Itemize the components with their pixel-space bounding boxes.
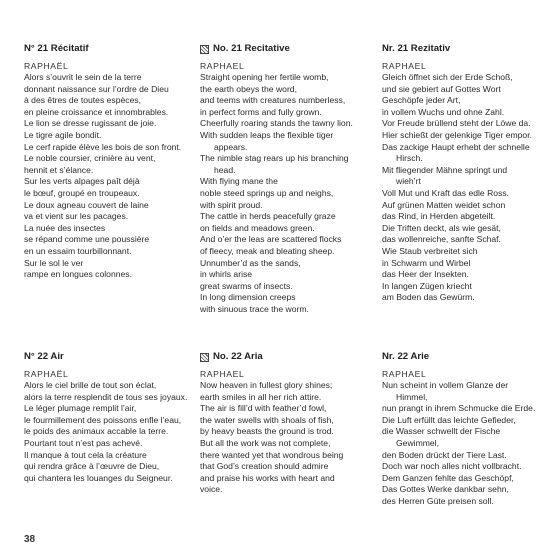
page-number: 38 <box>24 534 36 545</box>
verse-lines <box>382 380 554 508</box>
verse-line: in perfect forms and fully grown. <box>200 106 322 117</box>
number-heading <box>200 350 372 364</box>
verse-line: den Boden drückt der Tiere Last. <box>382 449 507 460</box>
heading-text: Nr. 22 Arie <box>382 351 430 362</box>
verse-line: there wanted yet that wondrous being <box>200 449 344 460</box>
verse-line: Le cerf rapide élève les bois de son front. <box>24 141 182 152</box>
verse-line: and teems with creatures numberless, <box>200 95 346 106</box>
verse-line: Alors s’ouvrit le sein de la terre <box>24 72 142 82</box>
verse-line: le poids des animaux accable la terre. <box>24 426 169 437</box>
verse-line: Auf grünen Matten weidet schon <box>382 199 506 210</box>
verse-line: se répand comme une poussière <box>24 234 150 245</box>
verse-line: in Schwarm und Wirbel <box>382 257 471 268</box>
striped-square-icon <box>200 45 209 54</box>
verse-line: Die Triften deckt, als wie gesät, <box>382 222 501 233</box>
verse-line: And o’er the leas are scattered flocks <box>200 234 342 245</box>
verse-line: en pleine croissance et innombrables. <box>24 106 169 117</box>
verse-lines <box>382 72 554 304</box>
verse-lines <box>200 380 372 496</box>
verse-line: das Heer der Insekten. <box>382 269 469 280</box>
german-column <box>382 350 554 508</box>
striped-square-icon <box>200 353 209 362</box>
verse-line: In langen Zügen kriecht <box>382 280 472 291</box>
heading-text: Nr. 21 Rezitativ <box>382 43 451 54</box>
verse-line: wieh’rt <box>396 176 421 187</box>
verse-line: Hirsch. <box>396 153 423 164</box>
verse-line: the earth obeys the word, <box>200 83 297 94</box>
verse-line: nun prangt in ihrem Schmucke die Erde. <box>382 403 536 414</box>
verse-line: und sie gebiert auf Gottes Wort <box>382 83 501 94</box>
french-column <box>24 42 196 281</box>
verse-line: The nimble stag rears up his branching <box>200 153 349 164</box>
verse-line: The air is fill’d with feather’d fowl, <box>200 403 327 414</box>
verse-lines <box>24 380 196 484</box>
verse-line: voice. <box>200 484 223 495</box>
verse-line: head. <box>214 164 236 175</box>
verse-line: by heavy beasts the ground is trod. <box>200 426 334 437</box>
number-heading <box>382 350 554 364</box>
verse-line: des Herren Güte preisen soll. <box>382 495 494 506</box>
verse-line: Hier schießt der gelenkige Tiger empor. <box>382 129 532 140</box>
character-name: RAPHAËL <box>24 369 69 379</box>
verse-line: In long dimension creeps <box>200 292 296 303</box>
heading-text: No. 22 Aria <box>213 351 263 362</box>
verse-line: Das Gottes Werke dankbar sehn, <box>382 484 509 495</box>
verse-line: Vor Freude brüllend steht der Löwe da. <box>382 118 531 129</box>
verse-line: le fourmillement des poissons enfle l’eau, <box>24 414 182 425</box>
verse-line: But all the work was not complete, <box>200 437 331 448</box>
verse-line: with spirit proud. <box>200 199 263 210</box>
verse-line: Voll Mut und Kraft das edle Ross. <box>382 187 510 198</box>
number-heading <box>24 42 196 56</box>
verse-line: that God’s creation should admire <box>200 461 329 472</box>
number-heading <box>382 42 554 56</box>
verse-line: das wollenreiche, sanfte Schaf. <box>382 234 501 245</box>
verse-line: à des êtres de toutes espèces, <box>24 95 142 106</box>
heading-text: N° 22 Air <box>24 351 64 362</box>
verse-line: appears. <box>214 141 248 152</box>
verse-line: Geschöpfe jeder Art, <box>382 95 461 106</box>
verse-line: Le tigre agile bondit. <box>24 129 102 140</box>
verse-line: hennit et s’élance. <box>24 164 94 175</box>
verse-line: With flying mane the <box>200 176 278 187</box>
verse-line: Le léger plumage remplit l’air, <box>24 403 137 414</box>
verse-line: The cattle in herds peacefully graze <box>200 211 336 222</box>
verse-line: Sur les verts alpages paît déjà <box>24 176 140 187</box>
verse-line: with sinuous trace the worm. <box>200 303 309 314</box>
english-column <box>200 350 372 496</box>
verse-line: qui chantera les louanges du Seigneur. <box>24 472 173 483</box>
verse-line: Il manque à tout cela la créature <box>24 449 147 460</box>
verse-line: am Boden das Gewürm. <box>382 292 475 303</box>
character-name: RAPHAËL <box>24 61 69 71</box>
verse-line: va et vient sur les pacages. <box>24 211 129 222</box>
verse-line: alors la terre resplendit de tous ses joyaux. <box>24 391 188 402</box>
verse-line: Straight opening her fertile womb, <box>200 72 329 82</box>
verse-line: of fleecy, meak and bleating sheep. <box>200 245 335 256</box>
verse-line: Gleich öffnet sich der Erde Schoß, <box>382 72 513 82</box>
verse-line: noble steed springs up and neighs, <box>200 187 334 198</box>
number-heading <box>24 350 196 364</box>
english-column <box>200 42 372 315</box>
verse-line: Le doux agneau couvert de laine <box>24 199 149 210</box>
verse-line: le bœuf, groupé en troupeaux. <box>24 187 140 198</box>
verse-line: in vollem Wuchs und ohne Zahl. <box>382 106 505 117</box>
character-name: RAPHAEL <box>382 61 427 71</box>
verse-line: Dem Ganzen fehlte das Geschöpf, <box>382 472 514 483</box>
character-name: RAPHAEL <box>382 369 427 379</box>
verse-line: and praise his works with heart and <box>200 472 335 483</box>
verse-line: rampe en longues colonnes. <box>24 269 132 280</box>
verse-line: Alors le ciel brille de tout son éclat, <box>24 380 157 390</box>
verse-lines <box>200 72 372 315</box>
verse-line: Le noble coursier, crinière au vent, <box>24 153 156 164</box>
german-column <box>382 42 554 304</box>
verse-line: great swarms of insects. <box>200 280 293 291</box>
verse-line: Cheerfully roaring stands the tawny lion. <box>200 118 353 129</box>
verse-line: Die Luft erfüllt das leichte Gefieder, <box>382 414 516 425</box>
verse-line: Sur le sol le ver <box>24 257 84 268</box>
verse-line: Pourtant tout n’est pas achevé. <box>24 437 143 448</box>
verse-line: das Rind, in Herden abgeteilt. <box>382 211 496 222</box>
verse-line: Unnumber’d as the sands, <box>200 257 301 268</box>
verse-line: Das zackige Haupt erhebt der schnelle <box>382 141 530 152</box>
character-name: RAPHAEL <box>200 61 245 71</box>
french-column <box>24 350 196 484</box>
number-heading <box>200 42 372 56</box>
verse-line: the water swells with shoals of fish, <box>200 414 334 425</box>
verse-line: La nuée des insectes <box>24 222 106 233</box>
heading-text: No. 21 Recitative <box>213 43 290 54</box>
verse-line: Gewimmel, <box>396 437 439 448</box>
verse-line: qui rendra grâce à l’œuvre de Dieu, <box>24 461 160 472</box>
verse-line: die Wasser schwellt der Fische <box>382 426 501 437</box>
verse-line: donnant naissance sur l’ordre de Dieu <box>24 83 169 94</box>
verse-line: in whirls arise <box>200 269 253 280</box>
heading-text: N° 21 Récitatif <box>24 43 89 54</box>
verse-line: Mit fliegender Mähne springt und <box>382 164 508 175</box>
verse-line: Nun scheint in vollem Glanze der <box>382 380 509 390</box>
verse-line: earth smiles in all her rich attire. <box>200 391 322 402</box>
verse-lines <box>24 72 196 281</box>
verse-line: Doch war noch alles nicht vollbracht. <box>382 461 522 472</box>
verse-line: en un essaim tourbillonnant. <box>24 245 132 256</box>
verse-line: Wie Staub verbreitet sich <box>382 245 478 256</box>
verse-line: With sudden leaps the flexible tiger <box>200 129 334 140</box>
verse-line: Now heaven in fullest glory shines; <box>200 380 333 390</box>
verse-line: Himmel, <box>396 391 428 402</box>
verse-line: Le lion se dresse rugissant de joie. <box>24 118 157 129</box>
character-name: RAPHAEL <box>200 369 245 379</box>
verse-line: on fields and meadows green. <box>200 222 315 233</box>
